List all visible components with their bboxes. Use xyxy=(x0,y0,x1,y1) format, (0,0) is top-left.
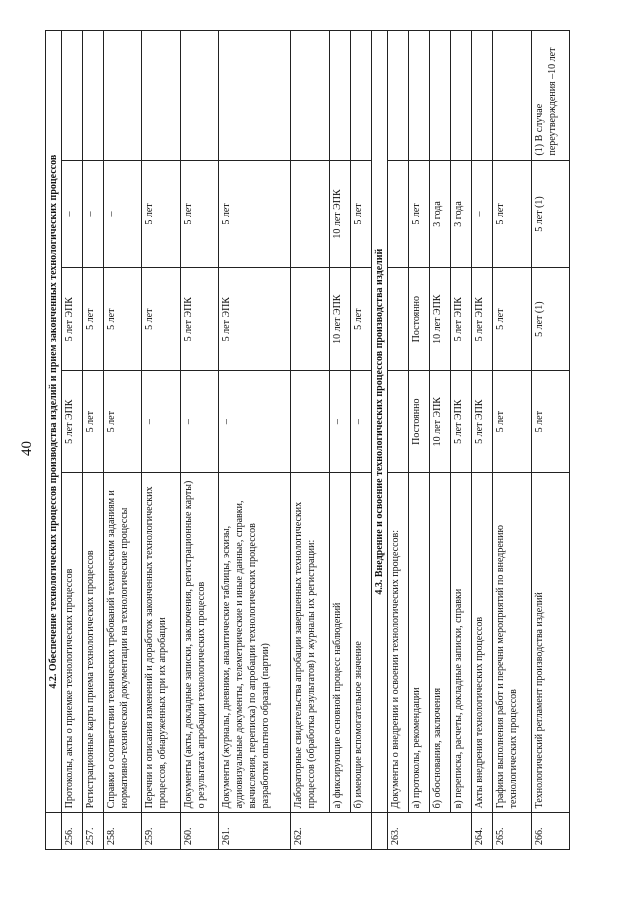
table-cell: Акты внедрения технологических процессов xyxy=(472,473,493,813)
blank-cell xyxy=(371,813,387,850)
table-cell: 5 лет xyxy=(104,268,142,371)
table-row xyxy=(387,31,408,850)
table-cell xyxy=(291,31,329,161)
table-cell: Справки о соответствии технических требований техническим заданиям и нормативно-технической документации на технологические процессы xyxy=(104,473,142,813)
table-cell: 264. xyxy=(472,813,493,850)
table-cell: 257. xyxy=(83,813,104,850)
table-cell: 3 года xyxy=(451,160,472,268)
table-row xyxy=(83,31,104,850)
table-cell: 5 лет ЭПК xyxy=(180,268,218,371)
table-row xyxy=(218,31,291,850)
table-cell: 261. xyxy=(218,813,291,850)
table-subrow xyxy=(430,31,451,850)
table-cell: Регистрационные карты приема технологических процессов xyxy=(83,473,104,813)
table-cell: 5 лет ЭПК xyxy=(218,268,291,371)
table-cell: 10 лет ЭПК xyxy=(430,268,451,371)
retention-table xyxy=(45,30,570,850)
table-cell: 5 лет ЭПК xyxy=(451,370,472,473)
table-cell xyxy=(451,31,472,161)
page-number: 40 xyxy=(19,441,35,456)
table-cell xyxy=(350,31,371,161)
table-cell: 5 лет xyxy=(493,160,531,268)
table-cell xyxy=(104,31,142,161)
table-cell: 5 лет xyxy=(493,370,531,473)
table-cell: 256. xyxy=(62,813,83,850)
table-cell: 5 лет xyxy=(83,370,104,473)
table-cell: – xyxy=(62,160,83,268)
table-cell: – xyxy=(329,370,350,473)
table-cell xyxy=(493,31,531,161)
table-cell xyxy=(472,31,493,161)
table-cell: 5 лет xyxy=(104,370,142,473)
table-cell: – xyxy=(142,370,180,473)
table-row xyxy=(104,31,142,850)
table-cell: 5 лет xyxy=(180,160,218,268)
table-cell: Постоянно xyxy=(409,268,430,371)
table-cell xyxy=(83,31,104,161)
table-cell: Постоянно xyxy=(409,370,430,473)
table-cell: 5 лет xyxy=(142,160,180,268)
table-row xyxy=(291,31,329,850)
table-subrow xyxy=(409,31,430,850)
table-cell: 5 лет xyxy=(531,370,569,473)
table-cell: 266. xyxy=(531,813,569,850)
table-cell: – xyxy=(350,370,371,473)
section-title: 4.2. Обеспечение технологических процессов производства изделий и прием законченных технологических процессов xyxy=(46,31,62,813)
table-cell: 10 лет ЭПК xyxy=(329,160,350,268)
table-cell xyxy=(291,370,329,473)
table-cell: 5 лет xyxy=(350,160,371,268)
table-cell: Протоколы, акты о приемке технологических процессов xyxy=(62,473,83,813)
table-subrow xyxy=(329,31,350,850)
table-cell xyxy=(329,31,350,161)
table-cell: 262. xyxy=(291,813,371,850)
table-cell: 5 лет ЭПК xyxy=(451,268,472,371)
table-cell: 265. xyxy=(493,813,531,850)
table-row xyxy=(142,31,180,850)
table-row xyxy=(472,31,493,850)
table-row xyxy=(531,31,569,850)
table-cell: – xyxy=(180,370,218,473)
table-cell: 5 лет ЭПК xyxy=(62,268,83,371)
table-cell xyxy=(387,160,408,268)
table-cell: в) переписка, расчеты, докладные записки, справки xyxy=(451,473,472,813)
table-cell: 5 лет (1) xyxy=(531,268,569,371)
table-row xyxy=(62,31,83,850)
table-cell: 263. xyxy=(387,813,471,850)
table-cell xyxy=(387,370,408,473)
table-cell: 5 лет ЭПК xyxy=(62,370,83,473)
table-row xyxy=(493,31,531,850)
table-cell: 5 лет xyxy=(83,268,104,371)
table-cell xyxy=(409,31,430,161)
table-cell: 5 лет xyxy=(350,268,371,371)
table-cell xyxy=(62,31,83,161)
table-cell: 259. xyxy=(142,813,180,850)
table-cell: 5 лет ЭПК xyxy=(472,370,493,473)
table-cell: – xyxy=(104,160,142,268)
blank-cell xyxy=(46,813,62,850)
table-cell: 5 лет xyxy=(409,160,430,268)
table-cell: 5 лет xyxy=(142,268,180,371)
table-subrow xyxy=(350,31,371,850)
table-cell: (1) В случае переутверждения –10 лет xyxy=(531,31,569,161)
table-cell xyxy=(387,31,408,161)
section-title: 4.3. Внедрение и освоение технологических процессов производства изделий xyxy=(371,31,387,813)
table-cell: 5 лет xyxy=(218,160,291,268)
table-cell xyxy=(291,160,329,268)
table-cell: 258. xyxy=(104,813,142,850)
table-cell: 260. xyxy=(180,813,218,850)
table-cell: – xyxy=(218,370,291,473)
table-cell: а) протоколы, рекомендации xyxy=(409,473,430,813)
table-cell xyxy=(180,31,218,161)
table-cell: Документы (журналы, дневники, аналитические таблицы, эскизы, аудиовизуальные документы, телеметрические и иные данные, справки, вычисления, переписка) по апробации технологических процессов разработки опытного образца (партии) xyxy=(218,473,291,813)
rotated-table-page xyxy=(45,30,570,850)
table-cell: 5 лет (1) xyxy=(531,160,569,268)
table-cell: б) имеющие вспомогательное значение xyxy=(350,473,371,813)
table-cell: 3 года xyxy=(430,160,451,268)
table-cell: 5 лет xyxy=(493,268,531,371)
table-cell xyxy=(387,268,408,371)
table-cell xyxy=(142,31,180,161)
table-cell: Лабораторные свидетельства апробации завершенных технологических процессов (обработка результатов) и журналы их регистрации: xyxy=(291,473,329,813)
table-cell: а) фиксирующие основной процесс наблюдений xyxy=(329,473,350,813)
table-cell: 10 лет ЭПК xyxy=(430,370,451,473)
table-cell: Технологический регламент производства изделий xyxy=(531,473,569,813)
table-cell: 10 лет ЭПК xyxy=(329,268,350,371)
table-subrow xyxy=(451,31,472,850)
table-cell: Графики выполнения работ и перечни мероприятий по внедрению технологических процессов xyxy=(493,473,531,813)
table-cell: б) обоснования, заключения xyxy=(430,473,451,813)
table-cell: Перечни и описания изменений и доработок законченных технологических процессов, обнаруженных при их апробации xyxy=(142,473,180,813)
table-cell xyxy=(291,268,329,371)
table-cell xyxy=(430,31,451,161)
table-cell: Документы (акты, докладные записки, заключения, регистрационные карты) о результатах апробации технологических процессов xyxy=(180,473,218,813)
table-cell: Документы о внедрении и освоении технологических процессов: xyxy=(387,473,408,813)
table-cell: – xyxy=(472,160,493,268)
table-cell: 5 лет ЭПК xyxy=(472,268,493,371)
table-cell: – xyxy=(83,160,104,268)
table-row xyxy=(180,31,218,850)
table-cell xyxy=(218,31,291,161)
